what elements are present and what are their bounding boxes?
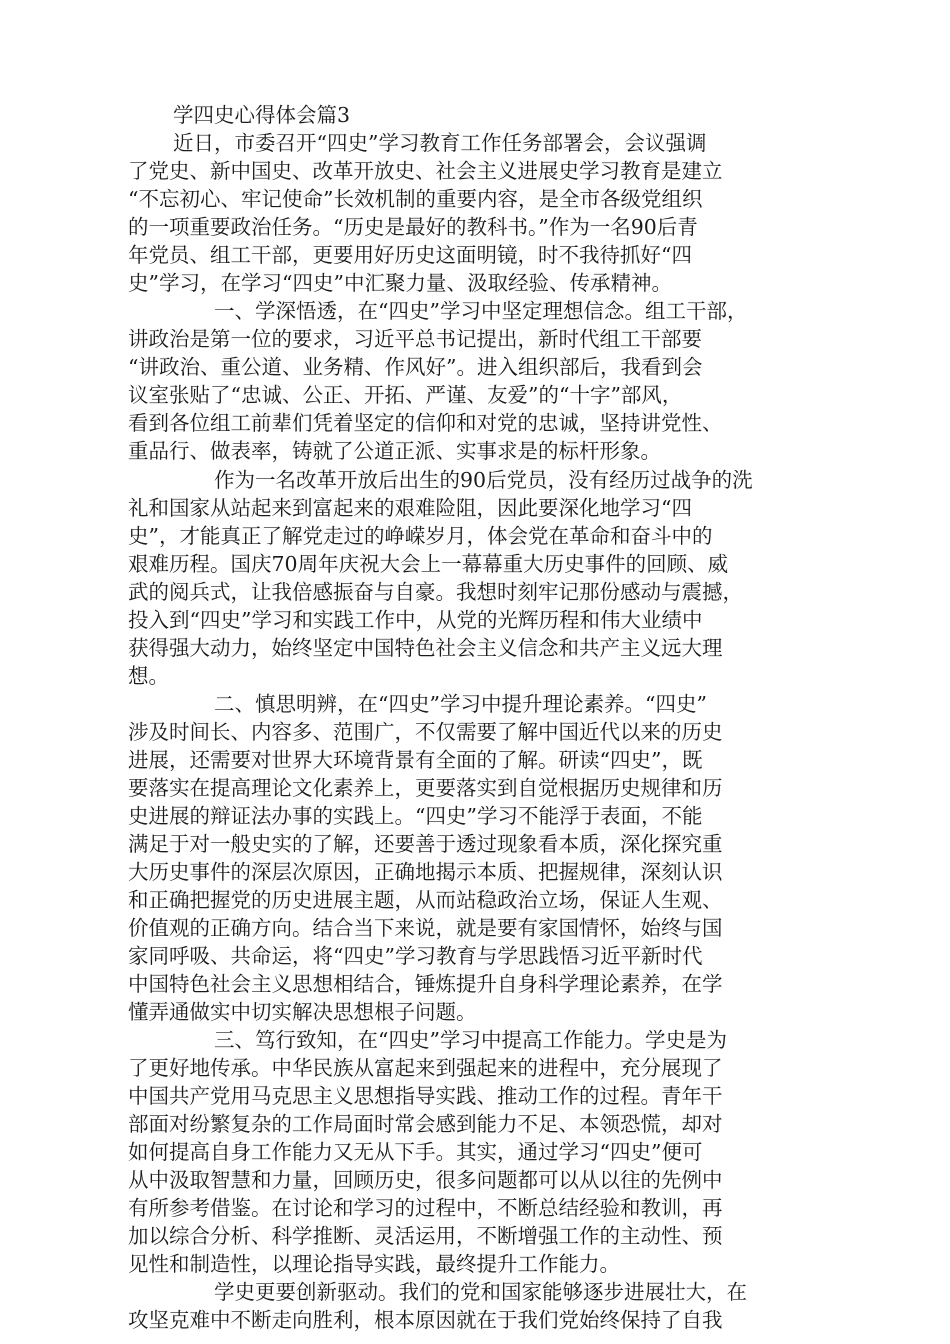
- paragraph-2-line-5: 看到各位组工前辈们凭着坚定的信仰和对党的忠诚，坚持讲党性、: [128, 411, 723, 435]
- paragraph-4-line-2: 涉及时间长、内容多、范围广，不仅需要了解中国近代以来的历史: [128, 720, 723, 744]
- paragraph-4-line-12: 懂弄通做实中切实解决思想根子问题。: [128, 1000, 477, 1024]
- paragraph-4-line-10: 家同呼吸、共命运，将“四史”学习教育与学思践悟习近平新时代: [128, 944, 703, 968]
- paragraph-1-line-1: 近日，市委召开“四史”学习教育工作任务部署会，会议强调: [173, 131, 707, 155]
- paragraph-6-line-1: 学史更要创新驱动。我们的党和国家能够逐步进展壮大，在: [214, 1280, 747, 1304]
- paragraph-1-line-5: 年党员、组工干部，更要用好历史这面明镜，时不我待抓好“四: [128, 243, 692, 267]
- paragraph-2-line-1: 一、学深悟透，在“四史”学习中坚定理想信念。组工干部，: [214, 299, 748, 323]
- paragraph-5-line-9: 见性和制造性，以理论指导实践，最终提升工作能力。: [128, 1252, 620, 1276]
- paragraph-5-line-8: 加以综合分析、科学推断、灵活运用，不断增强工作的主动性、预: [128, 1224, 723, 1248]
- paragraph-3-line-6: 投入到“四史”学习和实践工作中，从党的光辉历程和伟大业绩中: [128, 608, 703, 632]
- paragraph-5-line-2: 了更好地传承。中华民族从富起来到强起来的进程中，充分展现了: [128, 1056, 723, 1080]
- paragraph-3-line-3: 史”，才能真正了解党走过的峥嵘岁月，体会党在革命和奋斗中的: [128, 524, 713, 548]
- paragraph-4-line-6: 满足于对一般史实的了解，还要善于透过现象看本质，深化探究重: [128, 832, 723, 856]
- paragraph-4-line-11: 中国特色社会主义思想相结合，锤炼提升自身科学理论素养，在学: [128, 972, 723, 996]
- paragraph-4-line-9: 价值观的正确方向。结合当下来说，就是要有家国情怀，始终与国: [128, 916, 723, 940]
- paragraph-6-line-2: 攻坚克难中不断走向胜利，根本原因就在于我们党始终保持了自我: [128, 1308, 723, 1332]
- paragraph-5-line-6: 从中汲取智慧和力量，回顾历史，很多问题都可以从以往的先例中: [128, 1168, 723, 1192]
- paragraph-5-line-4: 部面对纷繁复杂的工作局面时常会感到能力不足、本领恐慌，却对: [128, 1112, 723, 1136]
- paragraph-1-line-2: 了党史、新中国史、改革开放史、社会主义进展史学习教育是建立: [128, 159, 723, 183]
- paragraph-4-line-7: 大历史事件的深层次原因，正确地揭示本质、把握规律，深刻认识: [128, 860, 723, 884]
- paragraph-2-line-2: 讲政治是第一位的要求，习近平总书记提出，新时代组工干部要: [128, 327, 702, 351]
- paragraph-2-line-4: 议室张贴了“忠诚、公正、开拓、严谨、友爱”的“十字”部风，: [128, 383, 683, 407]
- paragraph-5-line-3: 中国共产党用马克思主义思想指导实践、推动工作的过程。青年干: [128, 1084, 723, 1108]
- paragraph-4-line-5: 史进展的辩证法办事的实践上。“四史”学习不能浮于表面，不能: [128, 804, 703, 828]
- paragraph-3-line-7: 获得强大动力，始终坚定中国特色社会主义信念和共产主义远大理: [128, 636, 723, 660]
- paragraph-3-line-2: 礼和国家从站起来到富起来的艰难险阻，因此要深化地学习“四: [128, 496, 692, 520]
- paragraph-5-line-5: 如何提高自身工作能力又无从下手。其实，通过学习“四史”便可: [128, 1140, 703, 1164]
- paragraph-4-line-8: 和正确把握党的历史进展主题，从而站稳政治立场，保证人生观、: [128, 888, 723, 912]
- paragraph-3-line-4: 艰难历程。国庆70周年庆祝大会上一幕幕重大历史事件的回顾、威: [128, 552, 729, 576]
- paragraph-5-line-7: 有所参考借鉴。在讨论和学习的过程中，不断总结经验和教训，再: [128, 1196, 723, 1220]
- paragraph-1-line-6: 史”学习，在学习“四史”中汇聚力量、汲取经验、传承精神。: [128, 271, 672, 295]
- paragraph-3-line-8: 想。: [128, 664, 169, 688]
- paragraph-5-line-1: 三、笃行致知，在“四史”学习中提高工作能力。学史是为: [214, 1028, 727, 1052]
- paragraph-2-line-3: “讲政治、重公道、业务精、作风好”。进入组织部后，我看到会: [128, 355, 703, 379]
- paragraph-4-line-3: 进展，还需要对世界大环境背景有全面的了解。研读“四史”，既: [128, 748, 703, 772]
- paragraph-3-line-1: 作为一名改革开放后出生的90后党员，没有经历过战争的洗: [214, 468, 753, 492]
- paragraph-2-line-6: 重品行、做表率，铸就了公道正派、实事求是的标杆形象。: [128, 439, 661, 463]
- paragraph-4-line-4: 要落实在提高理论文化素养上，更要落实到自觉根据历史规律和历: [128, 776, 723, 800]
- paragraph-1-line-3: “不忘初心、牢记使命”长效机制的重要内容，是全市各级党组织: [128, 187, 703, 211]
- paragraph-3-line-5: 武的阅兵式，让我倍感振奋与自豪。我想时刻牢记那份感动与震撼，: [128, 580, 743, 604]
- paragraph-1-line-4: 的一项重要政治任务。“历史是最好的教科书。”作为一名90后青: [128, 215, 698, 239]
- title-line: 学四史心得体会篇3: [173, 103, 351, 127]
- paragraph-4-line-1: 二、慎思明辨，在“四史”学习中提升理论素养。“四史”: [214, 692, 707, 716]
